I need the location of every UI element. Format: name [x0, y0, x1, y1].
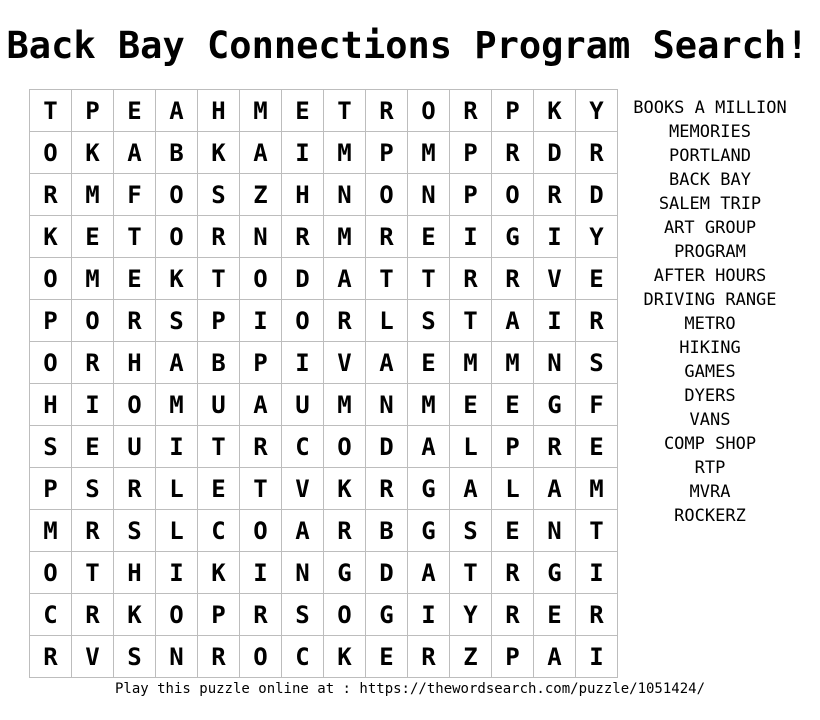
footer-link-text: Play this puzzle online at : https://thewordsearch.com/puzzle/1051424/: [114, 681, 705, 697]
grid-cell[interactable]: K: [198, 132, 240, 174]
word-list-item: MEMORIES: [669, 122, 751, 142]
grid-cell[interactable]: I: [240, 300, 282, 342]
word-list-item: VANS: [689, 410, 731, 430]
grid-cell[interactable]: R: [324, 510, 366, 552]
grid-row: [30, 468, 618, 510]
word-list-item: ROCKERZ: [674, 506, 746, 526]
grid-cell[interactable]: P: [492, 426, 534, 468]
grid-cell[interactable]: M: [408, 384, 450, 426]
grid-cell[interactable]: S: [282, 594, 324, 636]
grid-cell[interactable]: R: [72, 594, 114, 636]
word-list-item: METRO: [684, 314, 736, 334]
grid-cell[interactable]: V: [534, 258, 576, 300]
grid-cell[interactable]: G: [534, 552, 576, 594]
grid-cell[interactable]: K: [324, 636, 366, 678]
grid-cell[interactable]: Y: [576, 216, 618, 258]
grid-cell[interactable]: R: [30, 636, 72, 678]
grid-cell[interactable]: C: [282, 636, 324, 678]
grid-cell[interactable]: A: [492, 300, 534, 342]
grid-cell[interactable]: M: [240, 90, 282, 132]
grid-cell[interactable]: Z: [240, 174, 282, 216]
grid-cell[interactable]: C: [198, 510, 240, 552]
grid-cell[interactable]: M: [72, 174, 114, 216]
grid-cell[interactable]: L: [492, 468, 534, 510]
grid-cell[interactable]: O: [240, 258, 282, 300]
grid-row: [30, 552, 618, 594]
grid-cell[interactable]: T: [324, 90, 366, 132]
grid-cell[interactable]: R: [450, 258, 492, 300]
grid-cell[interactable]: E: [408, 342, 450, 384]
word-list: [620, 96, 800, 528]
grid-cell[interactable]: A: [114, 132, 156, 174]
grid-cell[interactable]: O: [324, 594, 366, 636]
grid-cell[interactable]: E: [450, 384, 492, 426]
grid-cell[interactable]: K: [114, 594, 156, 636]
grid-cell[interactable]: S: [576, 342, 618, 384]
grid-cell[interactable]: V: [324, 342, 366, 384]
grid-cell[interactable]: A: [240, 384, 282, 426]
grid-cell[interactable]: R: [492, 594, 534, 636]
grid-cell[interactable]: O: [156, 174, 198, 216]
grid-cell[interactable]: P: [30, 468, 72, 510]
grid-cell[interactable]: M: [408, 132, 450, 174]
grid-cell[interactable]: N: [366, 384, 408, 426]
grid-cell[interactable]: L: [366, 300, 408, 342]
grid-cell[interactable]: E: [492, 510, 534, 552]
grid-cell[interactable]: U: [114, 426, 156, 468]
word-list-item: RTP: [694, 458, 726, 478]
grid-cell[interactable]: E: [408, 216, 450, 258]
grid-cell[interactable]: E: [576, 258, 618, 300]
grid-cell[interactable]: R: [114, 468, 156, 510]
letter-grid: [29, 89, 618, 678]
grid-cell[interactable]: P: [72, 90, 114, 132]
grid-cell[interactable]: P: [198, 300, 240, 342]
grid-cell[interactable]: T: [450, 300, 492, 342]
grid-cell[interactable]: R: [114, 300, 156, 342]
grid-row: [30, 426, 618, 468]
grid-cell[interactable]: N: [240, 216, 282, 258]
word-list-item: PROGRAM: [674, 242, 746, 262]
grid-cell[interactable]: R: [366, 90, 408, 132]
grid-cell[interactable]: H: [30, 384, 72, 426]
word-list-item: DYERS: [684, 386, 736, 406]
grid-cell[interactable]: L: [156, 468, 198, 510]
grid-cell[interactable]: R: [72, 510, 114, 552]
grid-cell[interactable]: G: [534, 384, 576, 426]
word-list-item: ART GROUP: [663, 218, 757, 238]
grid-cell[interactable]: Z: [450, 636, 492, 678]
grid-cell[interactable]: M: [324, 132, 366, 174]
grid-cell[interactable]: T: [198, 426, 240, 468]
grid-cell[interactable]: K: [534, 90, 576, 132]
grid-cell[interactable]: T: [450, 552, 492, 594]
grid-cell[interactable]: U: [282, 384, 324, 426]
grid-cell[interactable]: E: [576, 426, 618, 468]
grid-cell[interactable]: M: [324, 216, 366, 258]
grid-cell[interactable]: P: [240, 342, 282, 384]
word-list-item: MVRA: [689, 482, 731, 502]
grid-cell[interactable]: O: [30, 552, 72, 594]
grid-row: [30, 174, 618, 216]
grid-cell[interactable]: L: [450, 426, 492, 468]
grid-cell[interactable]: K: [156, 258, 198, 300]
grid-cell[interactable]: G: [408, 468, 450, 510]
grid-cell[interactable]: O: [30, 258, 72, 300]
grid-cell[interactable]: R: [72, 342, 114, 384]
grid-cell[interactable]: O: [492, 174, 534, 216]
grid-row: [30, 216, 618, 258]
grid-cell[interactable]: H: [114, 342, 156, 384]
grid-cell[interactable]: I: [282, 132, 324, 174]
grid-cell[interactable]: A: [450, 468, 492, 510]
grid-cell[interactable]: V: [72, 636, 114, 678]
grid-cell[interactable]: R: [366, 216, 408, 258]
grid-cell[interactable]: C: [30, 594, 72, 636]
grid-cell[interactable]: N: [534, 342, 576, 384]
grid-cell[interactable]: H: [198, 90, 240, 132]
grid-cell[interactable]: B: [198, 342, 240, 384]
grid-cell[interactable]: F: [114, 174, 156, 216]
grid-row: [30, 594, 618, 636]
grid-cell[interactable]: R: [366, 468, 408, 510]
grid-cell[interactable]: E: [366, 636, 408, 678]
grid-cell[interactable]: K: [198, 552, 240, 594]
grid-cell[interactable]: E: [492, 384, 534, 426]
grid-cell[interactable]: O: [30, 342, 72, 384]
grid-cell[interactable]: D: [366, 552, 408, 594]
grid-cell[interactable]: P: [492, 90, 534, 132]
grid-cell[interactable]: B: [366, 510, 408, 552]
grid-cell[interactable]: R: [492, 258, 534, 300]
grid-row: [30, 510, 618, 552]
grid-cell[interactable]: A: [282, 510, 324, 552]
grid-row: [30, 90, 618, 132]
grid-cell[interactable]: O: [240, 510, 282, 552]
word-list-item: COMP SHOP: [663, 434, 757, 454]
grid-cell[interactable]: C: [282, 426, 324, 468]
grid-cell[interactable]: I: [408, 594, 450, 636]
grid-cell[interactable]: O: [408, 90, 450, 132]
word-list-item: PORTLAND: [669, 146, 751, 166]
grid-cell[interactable]: D: [534, 132, 576, 174]
grid-cell[interactable]: R: [534, 174, 576, 216]
grid-cell[interactable]: I: [72, 384, 114, 426]
grid-cell[interactable]: I: [576, 552, 618, 594]
grid-cell[interactable]: M: [156, 384, 198, 426]
grid-cell[interactable]: R: [534, 426, 576, 468]
grid-cell[interactable]: O: [366, 174, 408, 216]
grid-cell[interactable]: S: [72, 468, 114, 510]
grid-row: [30, 300, 618, 342]
grid-cell[interactable]: S: [30, 426, 72, 468]
grid-cell[interactable]: I: [450, 216, 492, 258]
grid-cell[interactable]: T: [30, 90, 72, 132]
grid-cell[interactable]: P: [198, 594, 240, 636]
grid-cell[interactable]: M: [30, 510, 72, 552]
grid-cell[interactable]: S: [408, 300, 450, 342]
grid-cell[interactable]: I: [156, 552, 198, 594]
grid-cell[interactable]: R: [198, 636, 240, 678]
grid-cell[interactable]: G: [408, 510, 450, 552]
grid-cell[interactable]: R: [576, 132, 618, 174]
grid-cell[interactable]: O: [240, 636, 282, 678]
grid-cell[interactable]: O: [324, 426, 366, 468]
grid-cell[interactable]: G: [492, 216, 534, 258]
grid-cell[interactable]: N: [156, 636, 198, 678]
word-list-item: AFTER HOURS: [653, 266, 767, 286]
grid-cell[interactable]: P: [30, 300, 72, 342]
grid-cell[interactable]: E: [282, 90, 324, 132]
grid-cell[interactable]: T: [576, 510, 618, 552]
grid-cell[interactable]: E: [72, 426, 114, 468]
word-list-item: GAMES: [684, 362, 736, 382]
grid-cell[interactable]: D: [366, 426, 408, 468]
grid-cell[interactable]: G: [324, 552, 366, 594]
grid-row: [30, 258, 618, 300]
grid-cell[interactable]: A: [156, 90, 198, 132]
grid-cell[interactable]: N: [408, 174, 450, 216]
word-list-item: DRIVING RANGE: [643, 290, 777, 310]
grid-cell[interactable]: R: [240, 594, 282, 636]
grid-cell[interactable]: E: [114, 258, 156, 300]
puzzle-title: Back Bay Connections Program Search!: [6, 24, 809, 67]
grid-cell[interactable]: I: [576, 636, 618, 678]
grid-cell[interactable]: M: [492, 342, 534, 384]
grid-cell[interactable]: I: [240, 552, 282, 594]
grid-cell[interactable]: R: [408, 636, 450, 678]
grid-cell[interactable]: T: [366, 258, 408, 300]
grid-cell[interactable]: O: [114, 384, 156, 426]
grid-cell[interactable]: T: [240, 468, 282, 510]
grid-cell[interactable]: V: [282, 468, 324, 510]
grid-cell[interactable]: N: [534, 510, 576, 552]
grid-cell[interactable]: A: [534, 636, 576, 678]
grid-cell[interactable]: M: [450, 342, 492, 384]
grid-cell[interactable]: H: [282, 174, 324, 216]
word-list-item: HIKING: [679, 338, 741, 358]
grid-cell[interactable]: R: [576, 594, 618, 636]
grid-cell[interactable]: O: [72, 300, 114, 342]
grid-cell[interactable]: E: [72, 216, 114, 258]
grid-cell[interactable]: A: [408, 426, 450, 468]
grid-cell[interactable]: A: [156, 342, 198, 384]
grid-row: [30, 342, 618, 384]
grid-cell[interactable]: L: [156, 510, 198, 552]
grid-cell[interactable]: P: [450, 174, 492, 216]
grid-cell[interactable]: K: [324, 468, 366, 510]
grid-cell[interactable]: D: [576, 174, 618, 216]
grid-cell[interactable]: T: [114, 216, 156, 258]
grid-cell[interactable]: U: [198, 384, 240, 426]
grid-cell[interactable]: A: [324, 258, 366, 300]
grid-cell[interactable]: O: [156, 216, 198, 258]
grid-cell[interactable]: O: [282, 300, 324, 342]
grid-cell[interactable]: P: [450, 132, 492, 174]
grid-cell[interactable]: R: [492, 132, 534, 174]
grid-cell[interactable]: N: [282, 552, 324, 594]
grid-row: [30, 384, 618, 426]
grid-cell[interactable]: S: [156, 300, 198, 342]
grid-cell[interactable]: T: [408, 258, 450, 300]
grid-cell[interactable]: E: [114, 90, 156, 132]
grid-cell[interactable]: K: [30, 216, 72, 258]
grid-cell[interactable]: R: [576, 300, 618, 342]
grid-cell[interactable]: S: [114, 510, 156, 552]
grid-cell[interactable]: F: [576, 384, 618, 426]
grid-cell[interactable]: Y: [450, 594, 492, 636]
grid-cell[interactable]: G: [366, 594, 408, 636]
grid-cell[interactable]: I: [534, 216, 576, 258]
grid-cell[interactable]: S: [114, 636, 156, 678]
grid-cell[interactable]: E: [534, 594, 576, 636]
grid-cell[interactable]: I: [156, 426, 198, 468]
grid-cell[interactable]: M: [324, 384, 366, 426]
grid-cell[interactable]: R: [198, 216, 240, 258]
grid-cell[interactable]: A: [534, 468, 576, 510]
grid-cell[interactable]: D: [282, 258, 324, 300]
word-list-item: BACK BAY: [669, 170, 751, 190]
grid-row: [30, 132, 618, 174]
grid-cell[interactable]: Y: [576, 90, 618, 132]
grid-cell[interactable]: S: [198, 174, 240, 216]
grid-cell[interactable]: I: [282, 342, 324, 384]
word-list-item: BOOKS A MILLION: [633, 98, 787, 118]
grid-cell[interactable]: P: [366, 132, 408, 174]
grid-cell[interactable]: K: [72, 132, 114, 174]
grid-cell[interactable]: N: [324, 174, 366, 216]
grid-cell[interactable]: R: [30, 174, 72, 216]
word-list-item: SALEM TRIP: [658, 194, 762, 214]
grid-cell[interactable]: I: [534, 300, 576, 342]
grid-cell[interactable]: H: [114, 552, 156, 594]
grid-cell[interactable]: O: [156, 594, 198, 636]
grid-cell[interactable]: T: [72, 552, 114, 594]
grid-cell[interactable]: M: [72, 258, 114, 300]
grid-cell[interactable]: M: [576, 468, 618, 510]
grid-cell[interactable]: A: [408, 552, 450, 594]
grid-cell[interactable]: R: [324, 300, 366, 342]
grid-cell[interactable]: R: [450, 90, 492, 132]
grid-cell[interactable]: R: [282, 216, 324, 258]
grid-cell[interactable]: B: [156, 132, 198, 174]
grid-cell[interactable]: A: [240, 132, 282, 174]
grid-cell[interactable]: P: [492, 636, 534, 678]
grid-row: [30, 636, 618, 678]
grid-cell[interactable]: T: [198, 258, 240, 300]
grid-cell[interactable]: A: [366, 342, 408, 384]
grid-cell[interactable]: S: [450, 510, 492, 552]
grid-cell[interactable]: R: [240, 426, 282, 468]
grid-cell[interactable]: O: [30, 132, 72, 174]
grid-cell[interactable]: R: [492, 552, 534, 594]
grid-cell[interactable]: E: [198, 468, 240, 510]
